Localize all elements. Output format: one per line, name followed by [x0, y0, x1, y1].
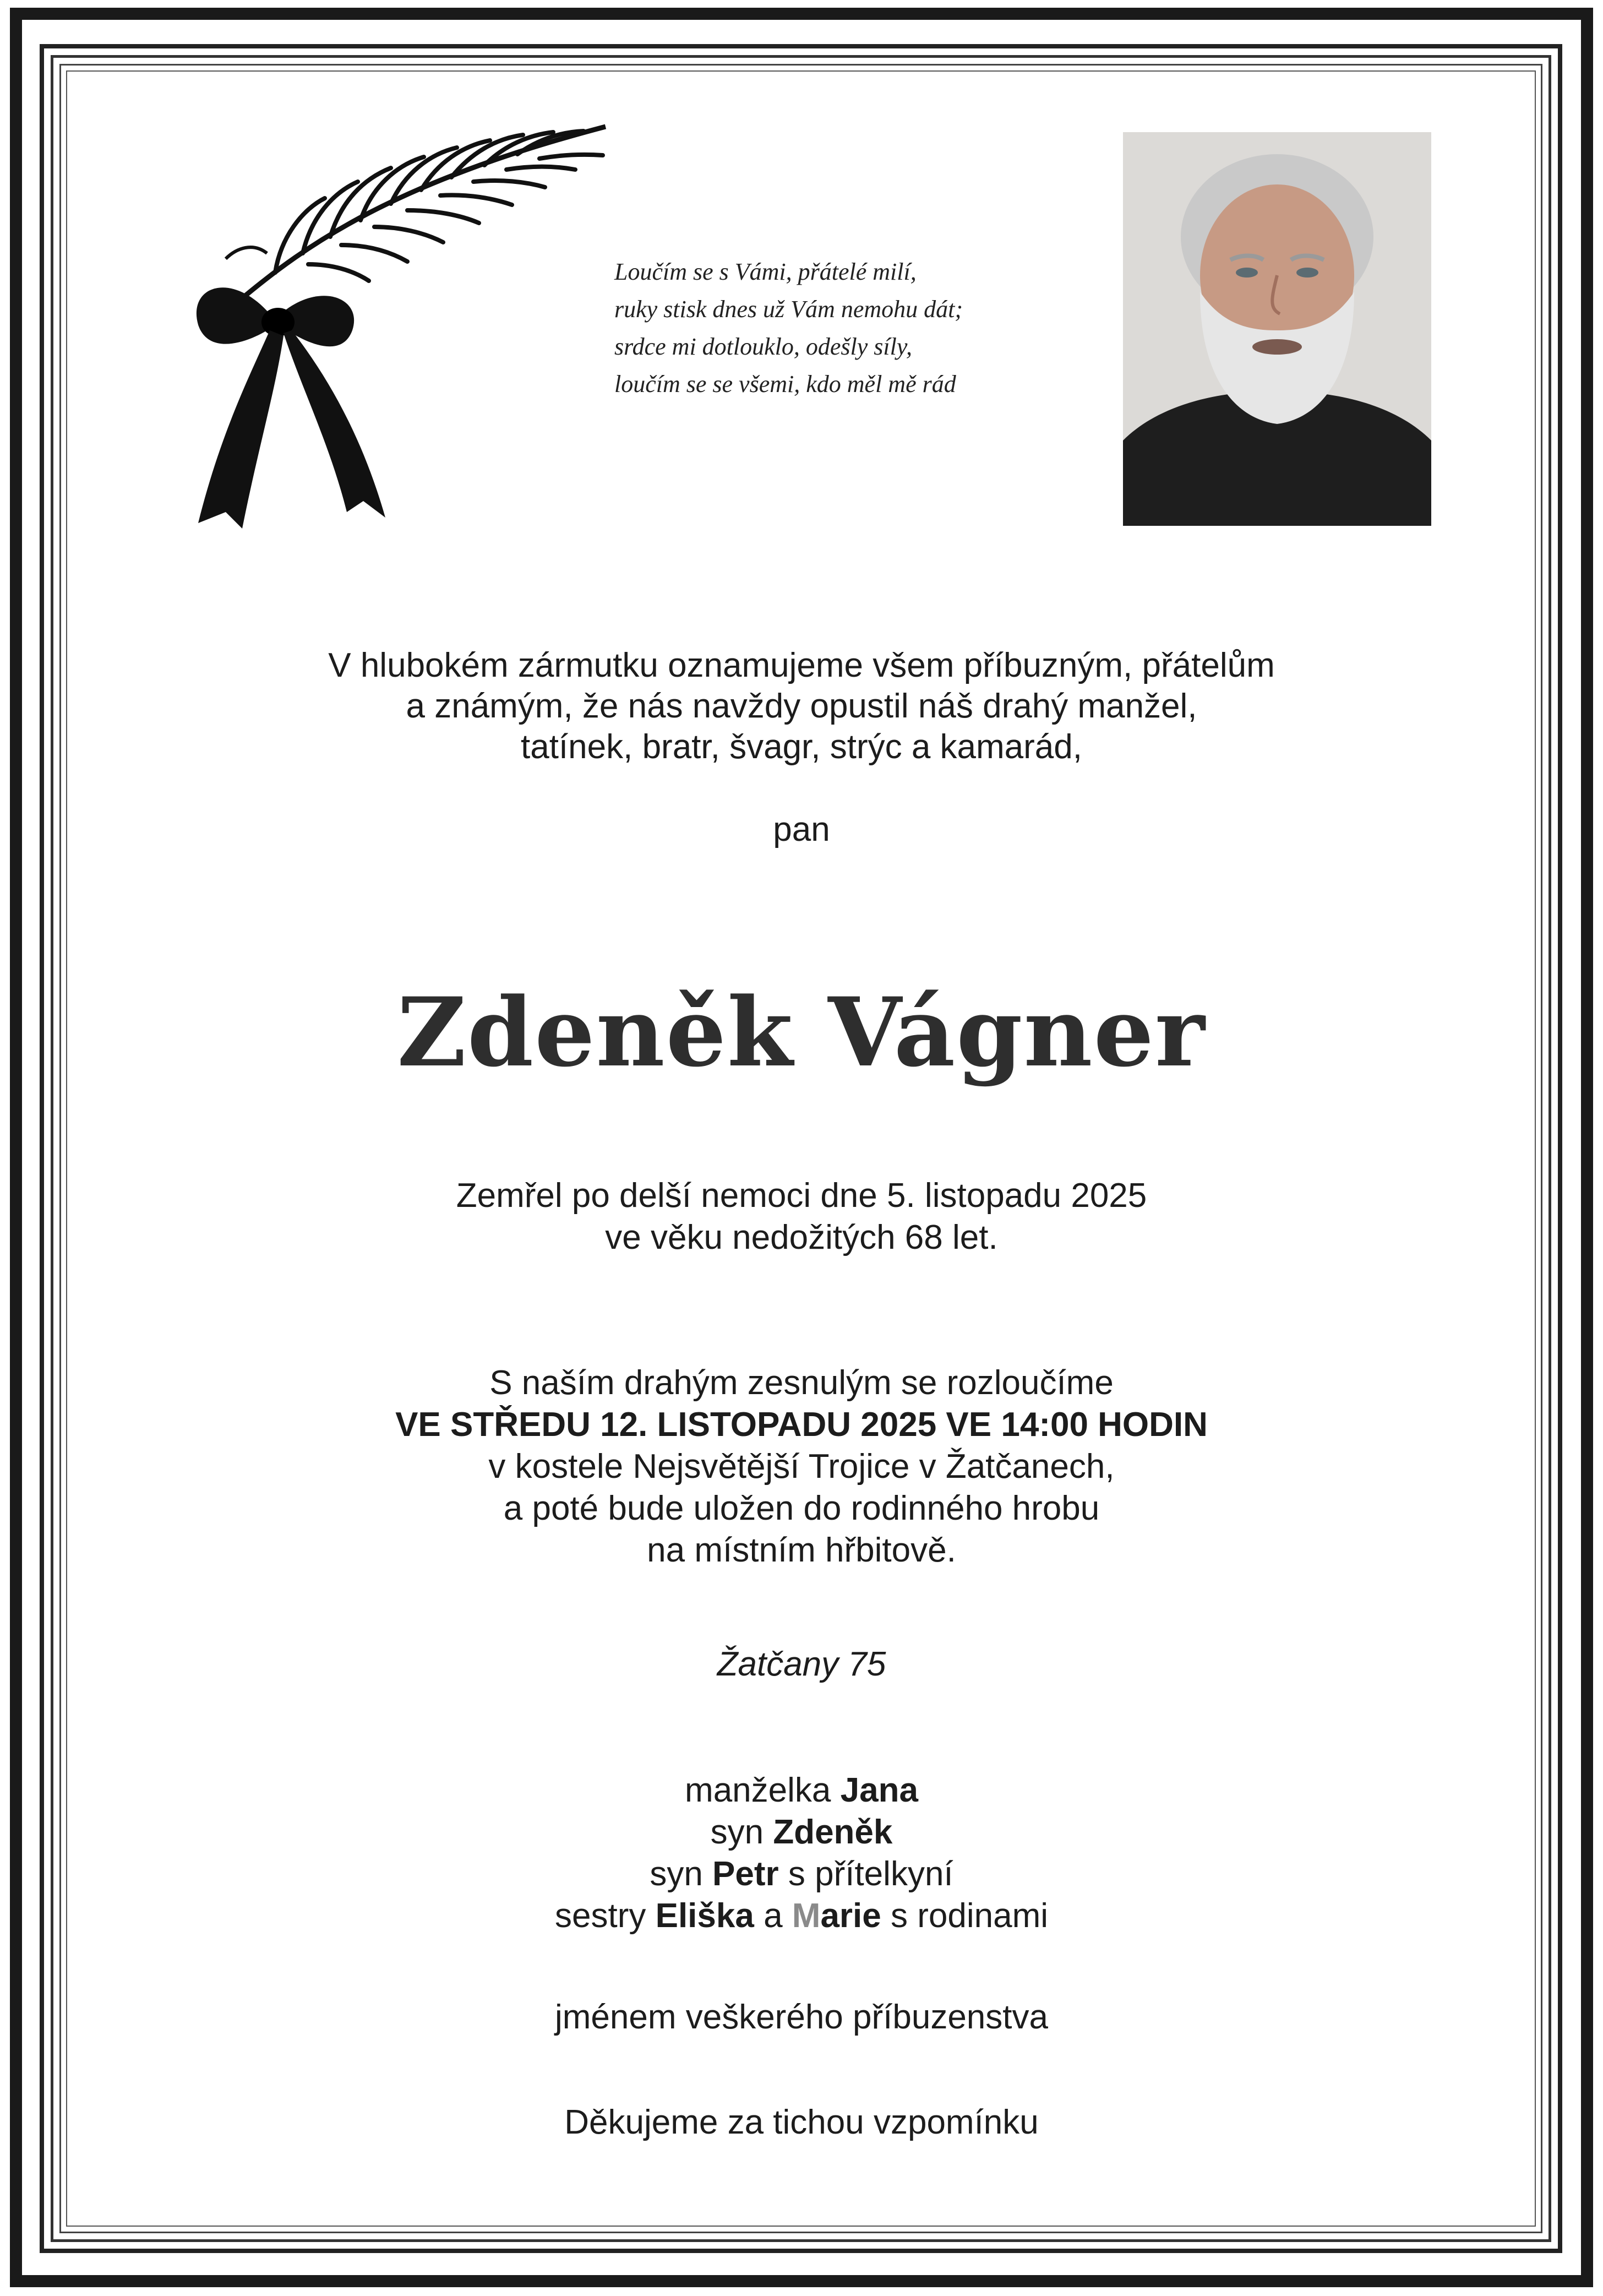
portrait-photo: [1123, 132, 1431, 526]
ceremony-cemetery: na místním hřbitově.: [647, 1531, 956, 1569]
poem-line: srdce mi dotlouklo, odešly síly,: [614, 333, 912, 360]
announcement: [83, 645, 1520, 768]
family-list: [83, 1770, 1520, 1937]
ceremony-date-time: VE STŘEDU 12. LISTOPADU 2025 VE 14:00 HODIN: [395, 1406, 1208, 1444]
palm-branch-ribbon-icon: [165, 105, 639, 545]
deceased-name: Zdeněk Vágner: [397, 976, 1206, 1088]
ceremony-place: v kostele Nejsvětější Trojice v Žatčanech,: [488, 1448, 1115, 1486]
ceremony-info: [83, 1362, 1520, 1571]
poem-line: Loučím se s Vámi, přátelé milí,: [614, 258, 917, 285]
poem-line: loučím se se všemi, kdo měl mě rád: [614, 371, 956, 398]
ceremony-intro: S naším drahým zesnulým se rozloučíme: [489, 1364, 1114, 1402]
death-info: [83, 1175, 1520, 1259]
death-info-line: Zemřel po delší nemoci dne 5. listopadu 2025: [456, 1177, 1147, 1215]
relatives-line: jménem veškerého příbuzenstva: [554, 1998, 1048, 2036]
poem-line: ruky stisk dnes už Vám nemohu dát;: [614, 296, 963, 323]
poem: [614, 253, 1110, 403]
family-sisters: sestry Eliška a Marie s rodinami: [555, 1897, 1048, 1935]
announcement-line: tatínek, bratr, švagr, strýc a kamarád,: [521, 728, 1082, 766]
address: Žatčany 75: [717, 1645, 886, 1683]
thanks-line: Děkujeme za tichou vzpomínku: [564, 2103, 1039, 2141]
family-son-2: syn Petr s přítelkyní: [650, 1855, 953, 1893]
salutation: pan: [773, 810, 830, 848]
announcement-line: a známým, že nás navždy opustil náš drahý manžel,: [406, 687, 1197, 725]
family-wife: manželka Jana: [685, 1771, 918, 1809]
ceremony-burial: a poté bude uložen do rodinného hrobu: [503, 1489, 1100, 1527]
death-info-line: ve věku nedožitých 68 let.: [605, 1218, 998, 1256]
family-son-1: syn Zdeněk: [710, 1813, 893, 1851]
announcement-line: V hlubokém zármutku oznamujeme všem příbuzným, přátelům: [328, 646, 1275, 684]
